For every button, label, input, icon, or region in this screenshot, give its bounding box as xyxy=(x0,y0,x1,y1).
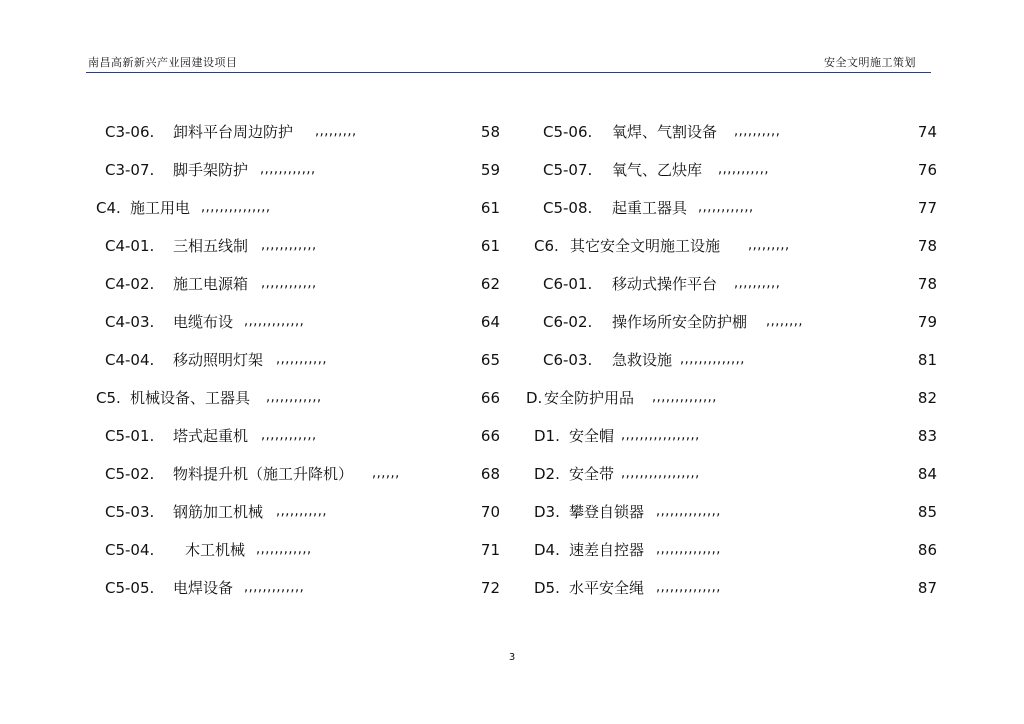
toc-entry[interactable] xyxy=(92,189,500,227)
toc-entry-code: C6. xyxy=(534,237,559,255)
toc-entry-leader: ,,,,,,,,,,,, xyxy=(261,428,317,443)
toc-entry-page: 62 xyxy=(480,275,500,293)
toc-entry-leader: ,,,,,,,,,,,,,, xyxy=(656,542,721,557)
toc-entry-leader: ,,,,,,,,,,,, xyxy=(260,162,316,177)
toc-entry-code: C6-01. xyxy=(543,275,593,293)
page-number: 3 xyxy=(508,652,516,663)
toc-entry-code: C5-03. xyxy=(105,503,155,521)
toc-entry-leader: ,,,,,,,,, xyxy=(315,124,357,139)
toc-entry-code: D5. xyxy=(534,579,560,597)
toc-entry-page: 70 xyxy=(480,503,500,521)
header-project-title: 南昌高新新兴产业园建设项目 xyxy=(88,56,238,69)
toc-entry[interactable] xyxy=(522,455,937,493)
toc-entry-leader: ,,,,,,,,,,, xyxy=(276,504,327,519)
toc-entry[interactable] xyxy=(522,379,937,417)
header-divider xyxy=(86,72,931,73)
toc-entry-leader: ,,,,,,,,,,,,,, xyxy=(680,352,745,367)
toc-entry[interactable] xyxy=(522,531,937,569)
toc-entry[interactable] xyxy=(92,417,500,455)
toc-entry[interactable] xyxy=(92,455,500,493)
toc-entry-title: 攀登自锁器 xyxy=(569,503,645,521)
toc-entry-title: 塔式起重机 xyxy=(173,427,249,445)
toc-entry-leader: ,,,,,,,,,, xyxy=(734,124,781,139)
toc-entry-page: 85 xyxy=(917,503,937,521)
toc-entry-leader: ,,,,,, xyxy=(372,466,400,481)
toc-entry-page: 87 xyxy=(917,579,937,597)
toc-entry-code: C5-08. xyxy=(543,199,593,217)
toc-entry-code: C6-02. xyxy=(543,313,593,331)
toc-entry-title: 钢筋加工机械 xyxy=(173,503,264,521)
toc-entry-code: C4. xyxy=(96,199,121,217)
toc-entry-page: 82 xyxy=(917,389,937,407)
toc-entry[interactable] xyxy=(92,379,500,417)
toc-entry-title: 移动照明灯架 xyxy=(173,351,264,369)
toc-entry-title: 卸料平台周边防护 xyxy=(173,123,294,141)
toc-entry[interactable] xyxy=(92,151,500,189)
toc-entry-title: 电焊设备 xyxy=(173,579,234,597)
toc-entry[interactable] xyxy=(522,493,937,531)
toc-entry-code: C4-02. xyxy=(105,275,155,293)
toc-entry-leader: ,,,,,,,,,,,, xyxy=(261,276,317,291)
toc-entry-title: 安全帽 xyxy=(569,427,615,445)
toc-entry-title: 木工机械 xyxy=(185,541,246,559)
toc-entry[interactable] xyxy=(522,569,937,607)
toc-entry-code: C5-02. xyxy=(105,465,155,483)
toc-entry-code: C3-07. xyxy=(105,161,155,179)
toc-entry[interactable] xyxy=(92,531,500,569)
toc-entry[interactable] xyxy=(522,341,937,379)
toc-entry[interactable] xyxy=(522,227,937,265)
toc-entry-title: 操作场所安全防护棚 xyxy=(612,313,748,331)
toc-entry[interactable] xyxy=(522,303,937,341)
toc-entry[interactable] xyxy=(522,151,937,189)
toc-entry-title: 三相五线制 xyxy=(173,237,249,255)
toc-entry-code: C6-03. xyxy=(543,351,593,369)
toc-entry-title: 机械设备、工器具 xyxy=(130,389,251,407)
toc-entry-title: 安全带 xyxy=(569,465,615,483)
toc-entry[interactable] xyxy=(92,569,500,607)
toc-left-column xyxy=(92,113,500,607)
toc-entry-page: 81 xyxy=(917,351,937,369)
toc-entry-title: 急救设施 xyxy=(612,351,673,369)
toc-entry-title: 物料提升机（施工升降机） xyxy=(173,465,354,483)
toc-entry-page: 78 xyxy=(917,237,937,255)
toc-entry-leader: ,,,,,,,,,,,,,,, xyxy=(201,200,271,215)
toc-entry-title: 速差自控器 xyxy=(569,541,645,559)
toc-entry-page: 61 xyxy=(480,237,500,255)
toc-entry-leader: ,,,,,,,,,,,,,, xyxy=(656,580,721,595)
toc-entry-leader: ,,,,,,,,,,,,, xyxy=(244,314,305,329)
toc-entry-title: 施工用电 xyxy=(130,199,191,217)
toc-entry-page: 77 xyxy=(917,199,937,217)
toc-entry-code: D. xyxy=(526,389,543,407)
toc-entry-leader: ,,,,,,,,,,, xyxy=(718,162,769,177)
toc-entry[interactable] xyxy=(92,341,500,379)
toc-entry[interactable] xyxy=(522,113,937,151)
toc-entry-leader: ,,,,,,,,,,,, xyxy=(266,390,322,405)
toc-entry-leader: ,,,,,,,,,,,,,,,,, xyxy=(621,466,700,481)
toc-entry[interactable] xyxy=(92,303,500,341)
toc-entry-page: 72 xyxy=(480,579,500,597)
toc-entry-leader: ,,,,,,,,,,,,,,,,, xyxy=(621,428,700,443)
toc-entry-page: 65 xyxy=(480,351,500,369)
toc-entry-code: C4-01. xyxy=(105,237,155,255)
toc-entry-title: 安全防护用品 xyxy=(544,389,635,407)
header-document-title: 安全文明施工策划 xyxy=(824,56,916,69)
toc-entry-title: 起重工器具 xyxy=(612,199,688,217)
toc-entry-page: 71 xyxy=(480,541,500,559)
toc-entry-leader: ,,,,,,,,,,,,,, xyxy=(656,504,721,519)
toc-entry-page: 66 xyxy=(480,389,500,407)
toc-entry-code: C5-05. xyxy=(105,579,155,597)
toc-entry-leader: ,,,,,,,,,,,, xyxy=(261,238,317,253)
toc-entry-code: C5-04. xyxy=(105,541,155,559)
toc-entry[interactable] xyxy=(92,227,500,265)
toc-entry-code: D1. xyxy=(534,427,560,445)
toc-entry-leader: ,,,,,,,,,,, xyxy=(276,352,327,367)
toc-entry-title: 其它安全文明施工设施 xyxy=(570,237,721,255)
toc-entry-page: 76 xyxy=(917,161,937,179)
toc-entry-page: 78 xyxy=(917,275,937,293)
toc-entry-code: C5-07. xyxy=(543,161,593,179)
toc-entry-title: 氧气、乙炔库 xyxy=(612,161,703,179)
toc-entry-leader: ,,,,,,,,,,,, xyxy=(698,200,754,215)
toc-entry-page: 68 xyxy=(480,465,500,483)
toc-entry-title: 氧焊、气割设备 xyxy=(612,123,718,141)
toc-entry-code: C5. xyxy=(96,389,121,407)
toc-entry-title: 水平安全绳 xyxy=(569,579,645,597)
toc-entry[interactable] xyxy=(522,417,937,455)
toc-entry[interactable] xyxy=(522,189,937,227)
toc-right-column xyxy=(522,113,937,607)
toc-entry-leader: ,,,,,,,,,,,, xyxy=(256,542,312,557)
toc-entry-page: 83 xyxy=(917,427,937,445)
toc-entry-leader: ,,,,,,,, xyxy=(766,314,804,329)
toc-entry-page: 84 xyxy=(917,465,937,483)
toc-entry[interactable] xyxy=(92,113,500,151)
toc-entry[interactable] xyxy=(92,493,500,531)
toc-entry-page: 58 xyxy=(480,123,500,141)
toc-entry-code: D2. xyxy=(534,465,560,483)
toc-entry-code: C4-03. xyxy=(105,313,155,331)
toc-entry-leader: ,,,,,,,,,, xyxy=(734,276,781,291)
toc-entry-code: C5-01. xyxy=(105,427,155,445)
toc-entry-page: 74 xyxy=(917,123,937,141)
toc-entry-leader: ,,,,,,,,, xyxy=(748,238,790,253)
toc-entry-page: 61 xyxy=(480,199,500,217)
toc-entry-page: 59 xyxy=(480,161,500,179)
toc-entry-page: 86 xyxy=(917,541,937,559)
toc-entry-title: 移动式操作平台 xyxy=(612,275,718,293)
toc-entry-code: D4. xyxy=(534,541,560,559)
toc-entry[interactable] xyxy=(522,265,937,303)
toc-entry-leader: ,,,,,,,,,,,,, xyxy=(244,580,305,595)
toc-entry-page: 79 xyxy=(917,313,937,331)
toc-entry-title: 电缆布设 xyxy=(173,313,234,331)
toc-entry-leader: ,,,,,,,,,,,,,, xyxy=(652,390,717,405)
toc-entry-code: C4-04. xyxy=(105,351,155,369)
toc-entry-page: 66 xyxy=(480,427,500,445)
toc-entry-code: C3-06. xyxy=(105,123,155,141)
toc-entry-title: 施工电源箱 xyxy=(173,275,249,293)
toc-entry-code: C5-06. xyxy=(543,123,593,141)
toc-entry-title: 脚手架防护 xyxy=(173,161,249,179)
toc-entry[interactable] xyxy=(92,265,500,303)
toc-entry-code: D3. xyxy=(534,503,560,521)
toc-entry-page: 64 xyxy=(480,313,500,331)
